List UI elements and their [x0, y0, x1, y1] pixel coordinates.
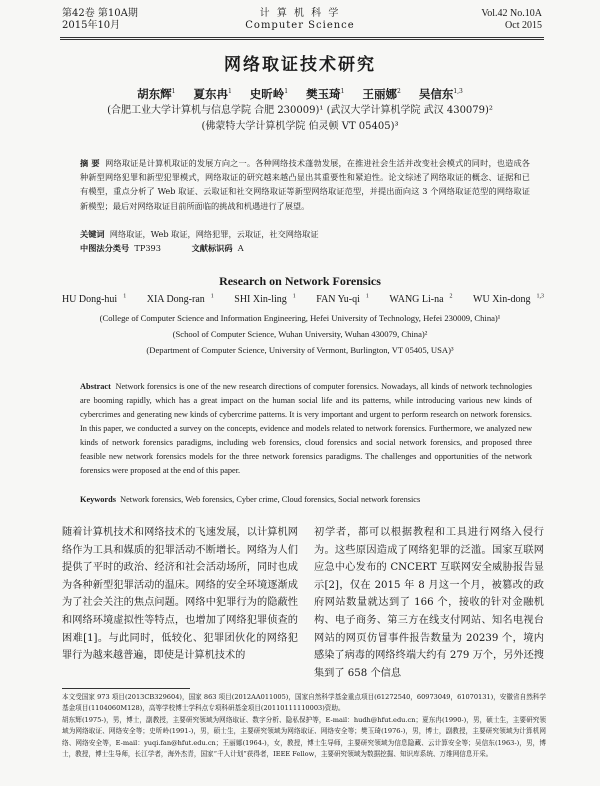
keywords-cn — [80, 228, 530, 240]
body-text-left-column: 随着计算机技术和网络技术的飞速发展，以计算机网络作为工具和媒质的犯罪活动不断增长。网络为人们提供了平时的政治、经济和社会活动场所，同时也成为各种新型犯罪活动的温床。网络的安全环境逐渐成为了社会关注的焦点问题。网络中犯罪行为的隐蔽性和网络环境虚拟性等特点，也增加了网络犯罪侦查的困难[1]。与此同时，低较化、犯罪团伙化的网络犯罪行为越来越普遍，即使是计算机技术的 — [62, 527, 298, 662]
author-cn: 王丽娜$^2$ — [362, 87, 401, 101]
author-en: FAN Yu-qi $^1$ — [316, 294, 369, 306]
affiliation-cn-2: (佛蒙特大学计算机学院 伯灵顿 VT 05405)³ — [201, 121, 399, 132]
abstract-cn — [80, 156, 530, 213]
publication-date: 2015年10月 — [62, 20, 121, 31]
author-cn: 吴信东$^{1,3}$ — [418, 87, 463, 101]
keywords-cn-label: 关键词 — [80, 229, 105, 239]
affiliation-cn-1: (合肥工业大学计算机与信息学院 合肥 230009)¹ (武汉大学计算机学院 武汉 430079)² — [107, 105, 493, 116]
author-bio-footnote: 胡东辉(1975-)，男，博士，副教授，主要研究领域为网络取证、数字分析、隐私保护等，E-mail：hudh@hfut.edu.cn；夏东冉(1990-)，男，硕士生，主要研究领域为网络取证、网络安全等；史昕岭(1991-)，男，硕士生，主要研究领域为网络取证、网络安全等；樊玉琦(1976-)，男，博士，副教授，主要研究领域为计算机网络、网络安全等，E-mail：yuqi.fan@hfut.edu.cn；王丽娜(1964-)，女，教授，博士生导师，主要研究领域为信息隐藏、云计算安全等；吴信东(1963-)，男，博士，教授，博士生导师，长江学者，海外杰青，国家“千人计划”获得者，IEEE Fellow，主要研究领域为数据挖掘、知识库系统、万维网信息开采。 — [62, 715, 546, 759]
doc-code-value: A — [237, 243, 244, 253]
volume-issue: 第42卷 第10A期 — [62, 8, 138, 19]
abstract-en — [80, 380, 532, 478]
clc-value: TP393 — [134, 243, 161, 253]
keywords-en-label: Keywords — [80, 495, 116, 504]
affiliation-en-1: (College of Computer Science and Information Engineering, Hefei University of Technology, Hefei 230009, China)¹ — [99, 313, 501, 323]
author-en: WU Xin-dong $^{1,3}$ — [473, 294, 545, 306]
author-list-en — [0, 294, 600, 305]
author-en: SHI Xin-ling $^1$ — [234, 294, 296, 306]
volume-issue-en: Vol.42 No.10A — [481, 8, 542, 19]
author-cn: 史昕岭$^1$ — [249, 87, 289, 101]
classification-codes — [80, 242, 530, 254]
paper-title-cn: 网络取证技术研究 — [224, 55, 376, 75]
doc-code-label: 文献标识码 — [191, 243, 233, 253]
journal-name-en: Computer Science — [245, 20, 355, 31]
journal-name-cn: 计 算 机 科 学 — [259, 8, 341, 19]
publication-date-en: Oct 2015 — [505, 20, 542, 31]
keywords-cn-text: 网络取证，Web 取证，网络犯罪，云取证，社交网络取证 — [109, 229, 319, 239]
affiliation-en-2: (School of Computer Science, Wuhan University, Wuhan 430079, China)² — [172, 329, 428, 339]
keywords-en-text: Network forensics, Web forensics, Cyber crime, Cloud forensics, Social network forensics — [120, 495, 421, 504]
abstract-cn-text: 网络取证是计算机取证的发展方向之一。各种网络技术蓬勃发展，在推进社会生活并改变社会模式的同时，也造成各种新型网络犯罪和新型犯罪模式，网络取证的研究越来越凸显出其重要性和紧迫性。论文综述了网络取证的概念、证据和已有模型，重点分析了 Web 取证、云取证和社交网络取证等新型网络取证范型，并提出面向这 3 个网络取证范型的网络取证新模型；最后对网络取证目前所面临的挑战和机遇进行了展望。 — [80, 158, 530, 211]
author-en: HU Dong-hui $^1$ — [61, 294, 127, 306]
abstract-en-label: Abstract — [80, 382, 111, 391]
abstract-en-text: Network forensics is one of the new research directions of computer forensics. Nowadays, all kinds of network technologies are booming rapidly, which has a great impact on the human social life and its patterns, while introducing various new kinds of cybercrimes and generating new kinds of cybercrime patterns. It is very important and urgent to perform research on network forensics. In this paper, we conducted a survey on the concepts, evidence and models related to network forensics. Furthermore, we analyzed new kinds of network forensics paradigms, including web forensics, cloud forensics and social network forensics, and proposed three feasible new network forensics models for the three network forensics paradigms. The challenges and opportunities of the network forensics were proposed at the end of this paper. — [80, 382, 532, 475]
affiliation-en-3: (Department of Computer Science, University of Vermont, Burlington, VT 05405, USA)³ — [146, 345, 454, 355]
body-text-right-column: 初学者，都可以根据教程和工具进行网络入侵行为。这些原因造成了网络犯罪的泛滥。国家互联网应急中心发布的 CNCERT 互联网安全威胁报告显示[2]，仅在 2015 年 8 月这一个月，被篡改的政府网站数量就达到了 166 个，接收的针对金融机构、电子商务、第三方在线支付网站、知名电视台网站的网页仿冒事件报告数量为 20239 个，境内感染了病毒的网络终端大约有 279 万个，另外还搜集到了 658 个信息 — [314, 527, 544, 679]
author-cn: 胡东辉$^1$ — [137, 87, 176, 101]
paper-title-en: Research on Network Forensics — [219, 274, 381, 288]
author-en: XIA Dong-ran $^1$ — [146, 294, 214, 306]
author-en: WANG Li-na $^2$ — [389, 294, 453, 306]
footnote-divider — [62, 688, 190, 689]
clc-label: 中图法分类号 — [80, 243, 130, 253]
footnotes — [62, 692, 546, 760]
abstract-cn-label: 摘 要 — [80, 158, 100, 168]
author-cn: 樊玉琦$^1$ — [306, 87, 345, 101]
journal-volume-info-en — [481, 8, 542, 32]
keywords-en — [80, 494, 532, 506]
author-list-cn — [0, 86, 600, 102]
author-cn: 夏东冉$^1$ — [193, 87, 232, 101]
funding-footnote: 本文受国家 973 项目(2013CB329604)，国家 863 项目(2012AA011005)，国家自然科学基金重点项目(61272540，60973049，61070131)，安徽省自然科学基金项目(1104060M128)，高等学校博士学科点专项科研基金项目(20110111110003)资助。 — [62, 693, 546, 713]
header-divider-thin — [60, 39, 544, 40]
header-divider — [60, 37, 544, 38]
